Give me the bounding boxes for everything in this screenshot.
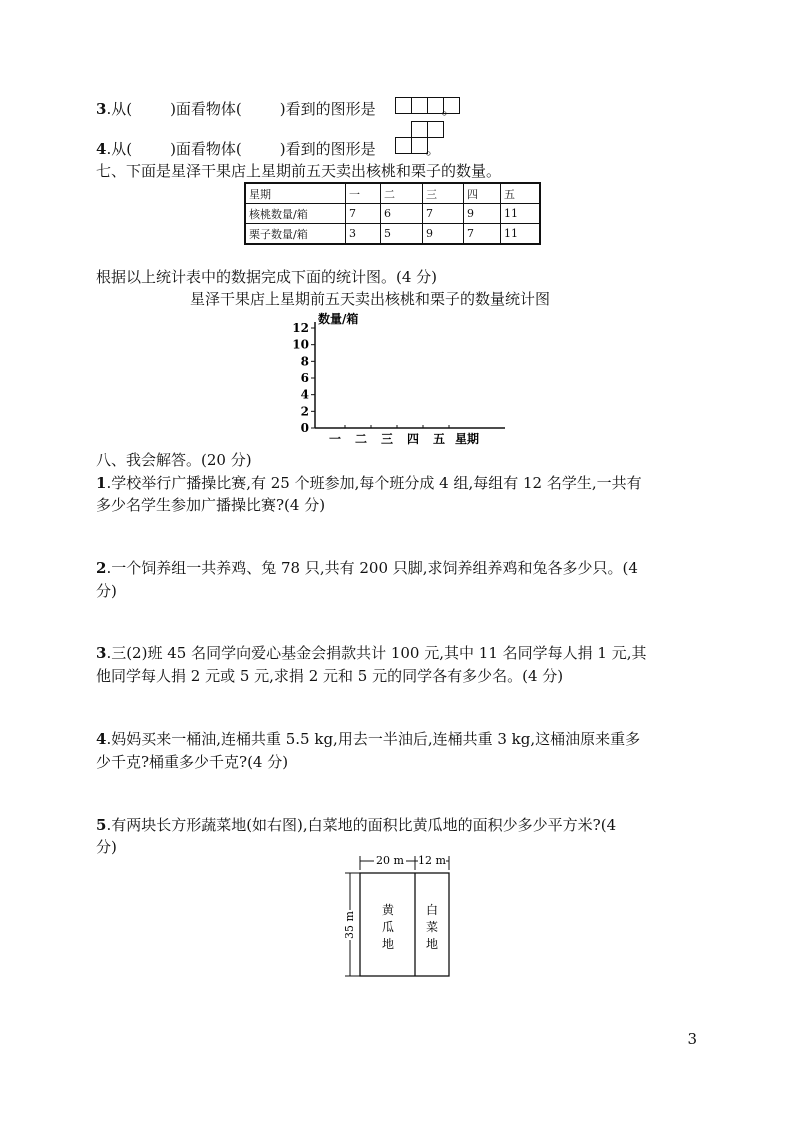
height-label: 35 m — [343, 911, 356, 939]
x-tick-label: 五 — [432, 432, 446, 446]
plot-a-char: 地 — [381, 937, 395, 951]
plot-a-char: 瓜 — [381, 920, 395, 934]
x-tick-label: 一 — [328, 432, 342, 446]
x-axis-label: 星期 — [455, 432, 480, 446]
x-tick-label: 二 — [354, 432, 368, 446]
page-number: 3 — [687, 1030, 697, 1048]
plot-b-char: 地 — [425, 937, 439, 951]
question-4-line: 4.从( )面看物体( )看到的图形是 。 — [96, 140, 441, 158]
y-tick-label: 12 — [292, 321, 309, 335]
problem-1-line2: 多少名学生参加广播操比赛?(4 分) — [96, 496, 326, 514]
problem-5-line1: 5.有两块长方形蔬菜地(如右图),白菜地的面积比黄瓜地的面积少多少平方米?(4 — [96, 816, 617, 834]
y-tick-label: 8 — [300, 354, 309, 369]
problem-5-line2: 分) — [96, 838, 117, 856]
question-number: 4 — [96, 140, 107, 158]
field-figure — [336, 852, 466, 982]
y-tick-label: 6 — [300, 371, 309, 385]
y-tick-label: 2 — [300, 404, 309, 419]
width-b-label: 12 m — [418, 854, 446, 867]
y-axis-label: 数量/箱 — [318, 312, 359, 326]
y-tick-label: 4 — [300, 387, 309, 402]
problem-4-line1: 4.妈妈买来一桶油,连桶共重 5.5 kg,用去一半油后,连桶共重 3 kg,这桶油原来重多 — [96, 730, 641, 748]
problem-3-line1: 3.三(2)班 45 名同学向爱心基金会捐款共计 100 元,其中 11 名同学每人捐 1 元,其 — [96, 644, 647, 662]
problem-4-line2: 少千克?桶重多少千克?(4 分) — [96, 753, 289, 771]
table-row: 栗子数量/箱 3 5 9 7 11 — [245, 224, 540, 245]
table-header-row: 星期 一 二 三 四 五 — [245, 183, 540, 204]
problem-2-line1: 2.一个饲养组一共养鸡、兔 78 只,共有 200 只脚,求饲养组养鸡和兔各多少只。(4 — [96, 559, 638, 577]
problem-2-line2: 分) — [96, 582, 117, 600]
bar-chart — [285, 308, 525, 448]
section-8-title: 八、我会解答。(20 分) — [96, 451, 252, 469]
chart-title: 星泽干果店上星期前五天卖出核桃和栗子的数量统计图 — [190, 290, 551, 308]
view-shape-l-squares — [395, 121, 445, 157]
chart-instruction: 根据以上统计表中的数据完成下面的统计图。(4 分) — [96, 268, 438, 286]
plot-b-char: 菜 — [425, 920, 439, 934]
view-shape-four-squares — [395, 97, 461, 115]
table-row: 核桃数量/箱 7 6 7 9 11 — [245, 204, 540, 224]
question-3-line: 3.从( )面看物体( )看到的图形是 。 — [96, 100, 457, 118]
x-tick-label: 三 — [380, 432, 394, 446]
plot-b-char: 白 — [425, 903, 439, 917]
data-table — [244, 182, 541, 245]
question-number: 3 — [96, 100, 107, 118]
y-tick-label: 10 — [292, 337, 309, 352]
x-tick-label: 四 — [406, 432, 420, 446]
problem-1-line1: 1.学校举行广播操比赛,有 25 个班参加,每个班分成 4 组,每组有 12 名学生,一共有 — [96, 474, 642, 492]
y-tick-label: 0 — [300, 421, 309, 435]
plot-a-char: 黄 — [381, 903, 395, 917]
width-a-label: 20 m — [376, 854, 404, 867]
section-7-title: 七、下面是星泽干果店上星期前五天卖出核桃和栗子的数量。 — [96, 162, 502, 180]
problem-3-line2: 他同学每人捐 2 元或 5 元,求捐 2 元和 5 元的同学各有多少名。(4 分) — [96, 667, 564, 685]
